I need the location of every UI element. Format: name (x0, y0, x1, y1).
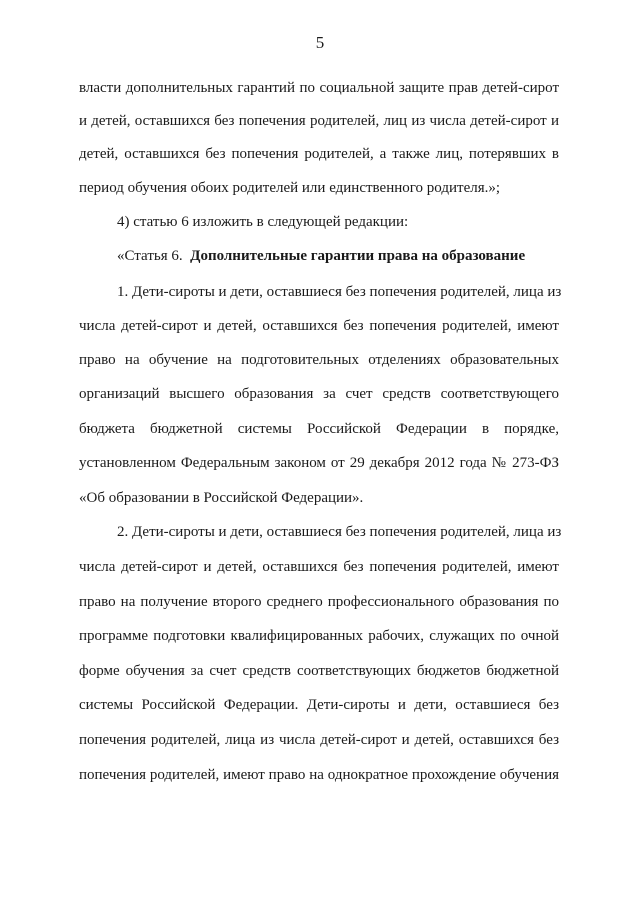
clause2-line-7: попечения родителей, лица из числа детей-сирот и детей, оставшихся без (79, 732, 559, 748)
clause2-line-8: попечения родителей, имеют право на однократное прохождение обучения (79, 767, 559, 783)
intro-line-2: и детей, оставшихся без попечения родителей, лиц из числа детей-сирот и (79, 113, 559, 129)
clause1-line-5: бюджета бюджетной системы Российской Федерации в порядке, (79, 421, 559, 437)
clause2-line-5: форме обучения за счет средств соответствующих бюджетов бюджетной (79, 663, 559, 679)
item-4: 4) статью 6 изложить в следующей редакции: (117, 214, 409, 230)
clause1-line-3: право на обучение на подготовительных отделениях образовательных (79, 352, 559, 368)
clause2-line-1: 2. Дети-сироты и дети, оставшиеся без попечения родителей, лица из (117, 524, 562, 540)
clause2-line-6: системы Российской Федерации. Дети-сироты и дети, оставшиеся без (79, 697, 559, 713)
article-heading (117, 246, 525, 266)
clause2-line-4: программе подготовки квалифицированных рабочих, служащих по очной (79, 628, 559, 644)
article-prefix: «Статья 6. (117, 248, 183, 264)
clause1-line-2: числа детей-сирот и детей, оставшихся без попечения родителей, имеют (79, 318, 559, 334)
clause1-line-1: 1. Дети-сироты и дети, оставшиеся без попечения родителей, лица из (117, 284, 562, 300)
clause1-line-7: «Об образовании в Российской Федерации». (79, 490, 364, 506)
intro-line-3: детей, оставшихся без попечения родителей, а также лиц, потерявших в (79, 146, 559, 162)
intro-line-4: период обучения обоих родителей или единственного родителя.»; (79, 180, 501, 196)
clause2-line-3: право на получение второго среднего профессионального образования по (79, 594, 559, 610)
clause1-line-6: установленном Федеральным законом от 29 декабря 2012 года № 273-ФЗ (79, 455, 559, 471)
article-title: Дополнительные гарантии права на образование (190, 248, 526, 264)
page-number: 5 (315, 33, 325, 52)
intro-line-1: власти дополнительных гарантий по социальной защите прав детей-сирот (79, 80, 559, 96)
clause2-line-2: числа детей-сирот и детей, оставшихся без попечения родителей, имеют (79, 559, 559, 575)
clause1-line-4: организаций высшего образования за счет средств соответствующего (79, 386, 559, 402)
